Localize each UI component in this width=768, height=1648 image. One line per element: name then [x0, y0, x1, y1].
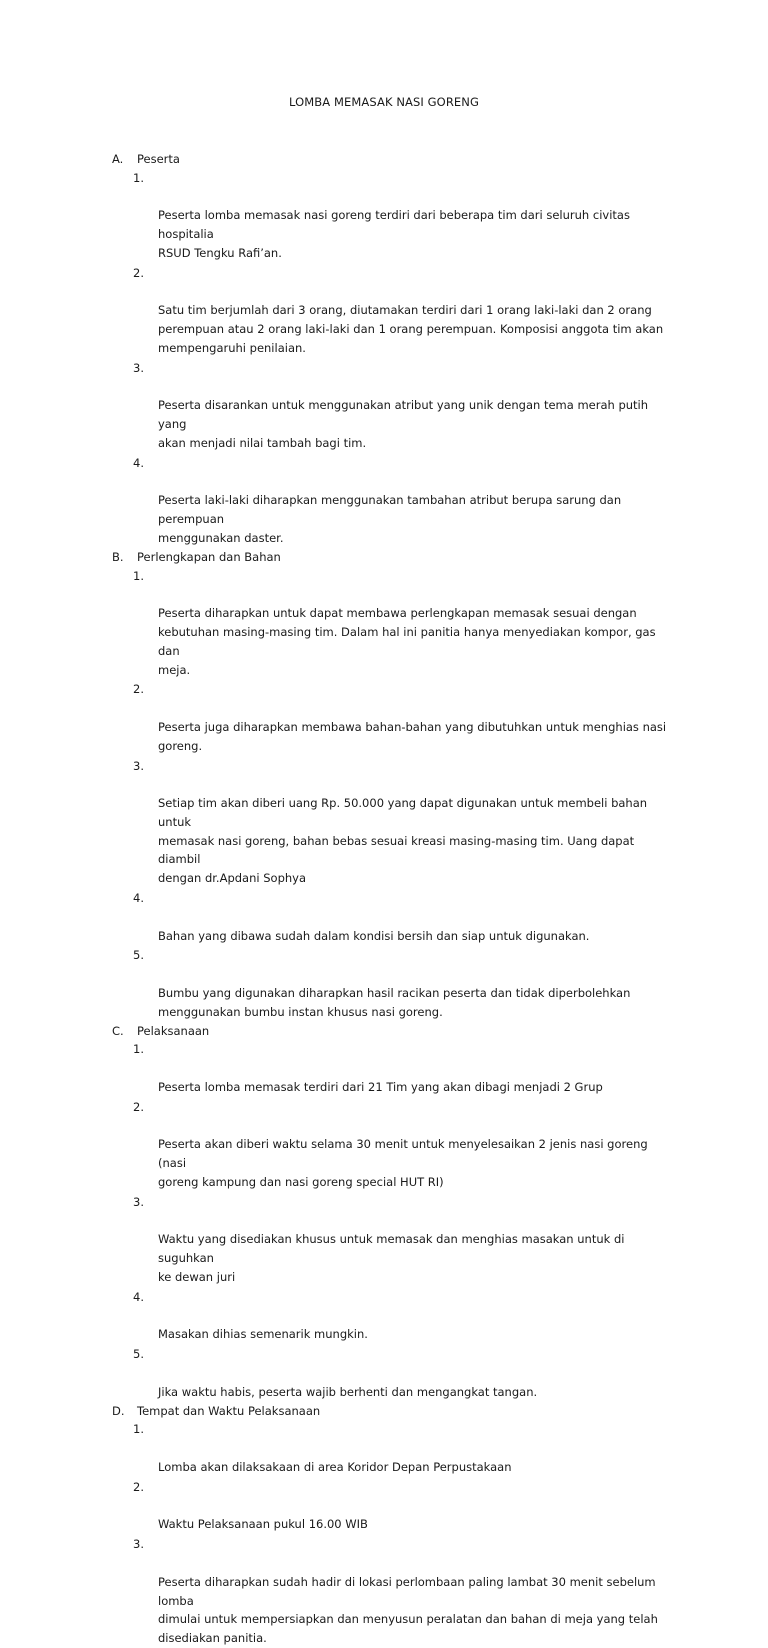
section-title: Perlengkapan dan Bahan [137, 549, 281, 564]
list-item [0, 1535, 678, 1648]
item-text: Bahan yang dibawa sudah dalam kondisi bersih dan siap untuk digunakan. [158, 928, 590, 943]
sections-list [0, 150, 768, 1648]
item-text: Peserta diharapkan sudah hadir di lokasi perlombaan paling lambat 30 menit sebelum lomba dimulai untuk mempersiapkan dan menyusun peralatan dan bahan di meja yang telah disediakan panitia. [158, 1574, 658, 1646]
item-number: 1. [133, 568, 144, 583]
list-item [0, 1478, 678, 1534]
list-item [0, 567, 678, 680]
item-text: Peserta lomba memasak nasi goreng terdiri dari beberapa tim dari seluruh civitas hospitalia RSUD Tengku Rafi’an. [158, 208, 630, 260]
item-number: 2. [133, 1479, 144, 1494]
section-letter: B. [112, 549, 124, 564]
list-item [0, 169, 678, 263]
document-title: LOMBA MEMASAK NASI GORENG [289, 95, 479, 109]
section-tempat-dan-waktu [0, 1402, 768, 1648]
item-text: Bumbu yang digunakan diharapkan hasil racikan peserta dan tidak diperbolehkan menggunakan bumbu instan khusus nasi goreng. [158, 986, 631, 1019]
item-text: Peserta juga diharapkan membawa bahan-bahan yang dibutuhkan untuk menghias nasi goreng. [158, 719, 667, 753]
section-heading [0, 548, 768, 567]
item-text: Peserta laki-laki diharapkan menggunakan tambahan atribut berupa sarung dan perempuan menggunakan daster. [158, 493, 622, 545]
item-text: Waktu yang disediakan khusus untuk memasak dan menghias masakan untuk di suguhkan ke dewan juri [158, 1232, 625, 1285]
section-peserta [0, 150, 768, 548]
list-item [0, 889, 678, 945]
list-item [0, 946, 678, 1021]
list-item [0, 1040, 678, 1096]
item-number: 3. [133, 1194, 144, 1209]
item-text: Satu tim berjumlah dari 3 orang, diutamakan terdiri dari 1 orang laki-laki dan 2 orang perempuan atau 2 orang laki-laki dan 1 orang perempuan. Komposisi anggota tim akan mempengaruhi penilaian. [158, 303, 664, 355]
item-number: 2. [133, 265, 144, 280]
section-title: Pelaksanaan [137, 1023, 210, 1038]
item-number: 2. [133, 1099, 144, 1114]
section-letter: A. [112, 152, 124, 166]
list-item [0, 264, 678, 358]
section-perlengkapan-dan-bahan [0, 548, 768, 1022]
section-title: Peserta [137, 152, 180, 166]
item-text: Peserta lomba memasak terdiri dari 21 Tim yang akan dibagi menjadi 2 Grup [158, 1080, 603, 1095]
list-item [0, 359, 678, 453]
item-number: 3. [133, 758, 144, 773]
list-item [0, 757, 678, 889]
section-heading [0, 1402, 768, 1421]
item-number: 1. [133, 1422, 144, 1437]
item-number: 3. [133, 1537, 144, 1552]
item-number: 1. [133, 170, 144, 185]
list-item [0, 680, 678, 755]
list-item [0, 1193, 678, 1287]
list-item [0, 1420, 678, 1476]
section-title: Tempat dan Waktu Pelaksanaan [137, 1403, 321, 1418]
section-letter: C. [112, 1023, 124, 1038]
item-text: Waktu Pelaksanaan pukul 16.00 WIB [158, 1517, 368, 1532]
item-number: 4. [133, 455, 144, 470]
item-text: Lomba akan dilaksakaan di area Koridor Depan Perpustakaan [158, 1459, 512, 1474]
item-number: 4. [133, 891, 144, 906]
item-text: Peserta diharapkan untuk dapat membawa perlengkapan memasak sesuai dengan kebutuhan masing-masing tim. Dalam hal ini panitia hanya menyediakan kompor, gas dan meja. [158, 606, 656, 677]
list-item [0, 454, 678, 548]
item-text: Peserta disarankan untuk menggunakan atribut yang unik dengan tema merah putih yang akan menjadi nilai tambah bagi tim. [158, 398, 649, 450]
item-number: 2. [133, 682, 144, 697]
list-item [0, 1345, 678, 1401]
list-item [0, 1288, 678, 1344]
item-number: 1. [133, 1042, 144, 1057]
item-number: 5. [133, 948, 144, 963]
item-text: Jika waktu habis, peserta wajib berhenti dan mengangkat tangan. [158, 1384, 538, 1399]
section-letter: D. [112, 1403, 125, 1418]
item-number: 4. [133, 1289, 144, 1304]
item-number: 5. [133, 1347, 144, 1362]
item-text: Masakan dihias semenarik mungkin. [158, 1327, 368, 1342]
item-text: Setiap tim akan diberi uang Rp. 50.000 yang dapat digunakan untuk membeli bahan untuk memasak nasi goreng, bahan bebas sesuai kreasi masing-masing tim. Uang dapat diambil dengan dr.Apdani Sophya [158, 796, 648, 886]
section-heading [0, 1022, 768, 1041]
item-text: Peserta akan diberi waktu selama 30 menit untuk menyelesaikan 2 jenis nasi goreng (nasi goreng kampung dan nasi goreng special HUT RI) [158, 1137, 648, 1190]
section-pelaksanaan [0, 1022, 768, 1402]
list-item [0, 1098, 678, 1192]
section-heading [0, 150, 768, 169]
item-number: 3. [133, 360, 144, 375]
